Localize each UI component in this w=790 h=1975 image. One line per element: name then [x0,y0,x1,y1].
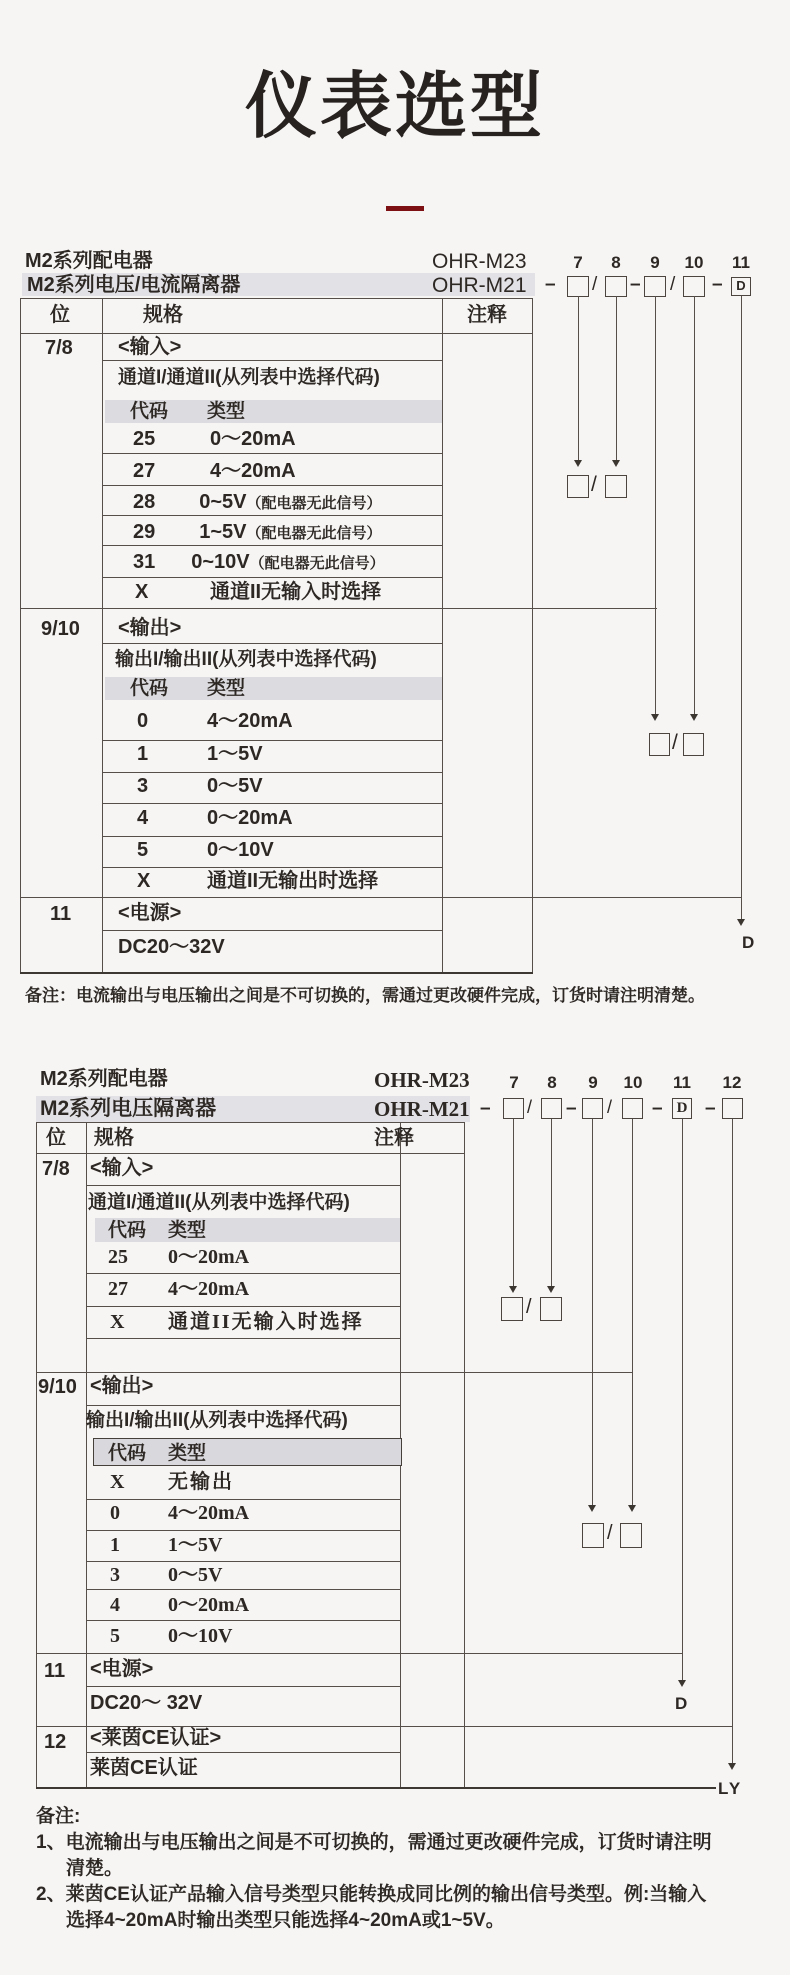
s1-input-pair-box-1 [567,475,589,498]
s2-series-1: M2系列配电器 [40,1068,168,1090]
s1-g2-col-code: 代码 [130,678,169,699]
s1-g2-row-code: 1 [137,743,149,765]
s2-g2-row-type: 无输出 [168,1471,234,1493]
s2-arrow-down-icon-11 [678,1680,686,1687]
s2-g2-row-type: 0～10V [168,1625,233,1647]
s2-g1-rowline [86,1273,400,1274]
s1-g1-row-type: 0~5V [199,491,247,513]
s2-code-box-9 [582,1098,603,1119]
s1-g1-rowline [102,453,442,454]
s1-g1-row-type: 1~5V [199,521,247,543]
s1-connector-line-10 [694,296,695,714]
s2-pattern-dash-4: – [705,1098,716,1119]
s2-input-pair-box-1 [501,1297,523,1321]
s2-g1-row-code: 27 [108,1278,128,1300]
s2-g3-value: DC20～ 32V [90,1692,203,1714]
s1-g2-row-code: 4 [137,807,149,829]
s1-g2-rowline [102,772,442,773]
s1-output-pair-box-2 [683,733,704,756]
s2-arrow-down-icon-9 [588,1505,596,1512]
s1-table-divider-note [442,298,443,973]
s2-g2-pos: 9/10 [38,1376,77,1398]
s2-position-number-9: 9 [588,1073,598,1092]
s1-output-pair-slash: / [672,731,678,754]
s1-table-divider-pos [102,298,103,973]
s1-g1-title: <输入> [118,336,182,358]
s1-g2-row-type: 0～20mA [207,807,293,829]
s2-g1-row-code: 25 [108,1246,128,1268]
s1-g1-row-code: 31 [133,551,156,573]
s2-g3-title: <电源> [90,1658,154,1680]
s2-g4-value: 莱茵CE认证 [90,1757,198,1779]
s1-pattern-slash-1: / [592,274,598,295]
s1-g2-row-type: 0～10V [207,839,274,861]
s2-output-pair-box-2 [620,1523,642,1548]
s2-arrow-down-icon-10 [628,1505,636,1512]
s2-callout-d: D [675,1694,688,1713]
page-title: 仪表选型 [244,67,546,147]
s2-code-box-d [672,1098,692,1119]
s1-code-box-d [731,277,751,296]
s1-g2-pos: 9/10 [41,618,80,640]
s2-connector-line-9 [592,1119,593,1505]
s1-g1-row-code: 28 [133,491,156,513]
s1-g2-row-type: 1～5V [207,743,263,765]
s2-connector-line-10 [632,1119,633,1505]
s1-pattern-dash-1: – [545,274,556,295]
s1-series-1: M2系列配电器 [25,250,153,272]
s2-g4-pos: 12 [44,1731,67,1753]
s1-arrow-down-icon-9 [651,714,659,721]
s2-g1-pos: 7/8 [42,1158,70,1180]
s2-fixed-code-d: D [676,1099,688,1116]
s1-g1-row-type-note: （配电器无此信号） [249,555,385,572]
s1-g1-row-code: 27 [133,460,156,482]
s2-connector-line-7 [513,1119,514,1286]
s2-g2-row-code: X [110,1471,125,1493]
s2-g2-col-code: 代码 [108,1443,147,1464]
s1-model-1: OHR-M23 [432,250,527,273]
s2-connector-line-8 [551,1119,552,1286]
s2-g4-title-underline [86,1752,400,1753]
s1-g2-row-code: 0 [137,710,149,732]
s1-input-pair-slash: / [591,473,597,496]
s2-code-box-8 [541,1098,562,1119]
s1-g1-row-type: 4～20mA [210,460,296,482]
s2-position-number-8: 8 [547,1073,557,1092]
s2-g1-subtitle: 通道I/通道II(从列表中选择代码) [88,1192,350,1213]
s1-position-number-7: 7 [573,253,583,272]
s1-code-box-8 [605,276,627,297]
s1-g1-row [133,521,382,544]
s1-pattern-dash-2: – [630,274,641,295]
s2-g3-pos: 11 [44,1660,66,1682]
s2-g2-row-type: 0～5V [168,1564,223,1586]
s2-arrow-down-icon-8 [547,1286,555,1293]
s2-g2-row-code: 5 [110,1625,120,1647]
s1-input-pair-box-2 [605,475,627,498]
s2-g1-row-type: 0～20mA [168,1246,250,1268]
s1-code-box-10 [683,276,705,297]
s2-model-1: OHR-M23 [374,1068,470,1092]
s2-pattern-dash-2: – [566,1098,577,1119]
s1-g3-title-underline [102,930,442,931]
s2-g1-col-code: 代码 [108,1220,147,1241]
s1-g2-rowline [102,803,442,804]
s2-notes-title: 备注: [36,1806,81,1827]
s1-g1-row-code: 29 [133,521,156,543]
s2-g2-rowline [86,1589,400,1590]
s2-g2-row-code: 4 [110,1594,120,1616]
s1-g2-row-type: 4～20mA [207,710,293,732]
s1-table-border-right [532,298,533,973]
s2-position-number-12: 12 [722,1073,742,1092]
s1-col-header-pos: 位 [50,304,70,326]
s1-position-number-10: 10 [684,253,704,272]
s1-arrow-down-icon-7 [574,460,582,467]
s1-g2-subtitle: 输出I/输出II(从列表中选择代码) [115,649,377,670]
s2-position-number-10: 10 [623,1073,643,1092]
s1-g1-rowline [102,485,442,486]
s1-position-number-11: 11 [732,253,750,272]
s2-series-2: M2系列电压隔离器 [40,1097,217,1120]
s1-table-border-bottom [20,972,533,974]
s1-connector-line-7 [578,296,579,460]
s1-g1-row-code: X [135,581,149,603]
s1-arrow-down-icon-8 [612,460,620,467]
s1-g2-rowline [102,740,442,741]
s1-pattern-dash-3: – [712,274,723,295]
s1-note: 备注：电流输出与电压输出之间是不可切换的，需通过更改硬件完成，订货时请注明清楚。 [25,986,705,1005]
s2-input-pair-box-2 [540,1297,562,1321]
s2-g2-row-type: 4～20mA [168,1502,250,1524]
s1-g1-row-code: 25 [133,428,156,450]
s1-code-box-9 [644,276,666,297]
s1-g1-row-type: 0～20mA [210,428,296,450]
s2-section-line-power [36,1653,682,1654]
s2-pattern-dash-3: – [652,1098,663,1119]
s1-g2-row-code: X [137,870,151,892]
title-accent-dash [386,206,424,211]
s2-table-border-left [36,1122,37,1788]
s1-g3-pos: 11 [50,903,72,925]
s2-code-box-10 [622,1098,643,1119]
s2-g2-row-type: 1～5V [168,1534,223,1556]
s2-g1-title: <输入> [90,1157,154,1179]
s2-note-2-line-1: 2、莱茵CE认证产品输入信号类型只能转换成同比例的输出信号类型。例:当输入 [36,1884,707,1905]
s1-header-underline [20,333,532,334]
s2-pattern-slash-1: / [527,1097,533,1117]
s1-section-line-power [20,897,742,898]
s1-position-number-8: 8 [611,253,621,272]
s2-g2-title: <输出> [90,1375,154,1397]
s1-connector-line-11 [741,296,742,919]
s1-g1-rowline [102,515,442,516]
s2-pattern-dash-1: – [480,1098,491,1119]
s2-g4-title: <莱茵CE认证> [90,1727,222,1749]
s1-g2-row-type: 通道II无输出时选择 [207,870,379,892]
s1-g1-row-type: 通道II无输入时选择 [210,581,382,603]
s1-connector-line-8 [616,296,617,460]
s2-col-header-note: 注释 [374,1127,414,1149]
s1-g2-rowline [102,836,442,837]
s1-g1-row [133,551,385,574]
s1-arrow-down-icon-11 [737,919,745,926]
s2-col-header-pos: 位 [46,1127,66,1149]
s1-g1-col-type: 类型 [207,401,246,422]
s2-connector-line-11 [682,1119,683,1680]
s2-g2-subtitle: 输出I/输出II(从列表中选择代码) [86,1410,348,1431]
s2-position-number-7: 7 [509,1073,519,1092]
s1-g2-title-underline [102,643,442,644]
s2-callout-ly: LY [718,1779,743,1798]
s1-g2-row-code: 5 [137,839,149,861]
s2-section-line-output [36,1372,633,1373]
s2-g1-col-type: 类型 [168,1220,207,1241]
s2-g1-row-type: 通道II无输入时选择 [168,1311,364,1333]
s1-pattern-slash-2: / [670,274,676,295]
s1-g1-col-code: 代码 [130,401,169,422]
s1-g2-rowline [102,867,442,868]
s1-connector-line-9 [655,296,656,714]
s1-g2-row-type: 0～5V [207,775,263,797]
s2-g2-row-type: 0～20mA [168,1594,250,1616]
s2-g2-rowline [86,1561,400,1562]
s2-input-pair-slash: / [526,1296,532,1318]
s2-g1-rowline [86,1306,400,1307]
s2-g2-row-code: 3 [110,1564,120,1586]
s1-position-number-9: 9 [650,253,660,272]
s2-table-border-right [464,1122,465,1788]
s2-g1-rowline [86,1338,400,1339]
s2-table-divider-pos [86,1122,87,1788]
s2-g2-rowline [86,1620,400,1621]
s1-g1-row [133,491,382,514]
s1-col-header-note: 注释 [467,304,507,326]
s1-section-line-output [20,608,657,609]
s1-g2-col-type: 类型 [207,678,246,699]
s1-g3-value: DC20～32V [118,936,225,958]
s1-table-border-top [20,298,532,299]
s1-arrow-down-icon-10 [690,714,698,721]
s2-code-box-7 [503,1098,524,1119]
s2-g1-row-code: X [110,1311,125,1333]
s2-col-header-spec: 规格 [94,1127,134,1149]
s1-g3-title: <电源> [118,902,182,924]
s1-g2-row-code: 3 [137,775,149,797]
s2-header-underline [36,1153,464,1154]
s2-g3-title-underline [86,1686,400,1687]
s2-table-border-top [36,1122,464,1123]
s1-series-2: M2系列电压/电流隔离器 [27,274,241,296]
s2-g1-row-type: 4～20mA [168,1278,250,1300]
s2-position-number-11: 11 [673,1073,691,1092]
s1-model-2: OHR-M21 [432,274,527,297]
s2-pattern-slash-2: / [607,1097,613,1117]
s2-arrow-down-icon-12 [728,1763,736,1770]
s2-g2-col-type: 类型 [168,1443,207,1464]
s2-code-box-12 [722,1098,743,1119]
s2-note-1-line-1: 1、电流输出与电压输出之间是不可切换的，需通过更改硬件完成，订货时请注明 [36,1832,712,1853]
s1-output-pair-box-1 [649,733,670,756]
s2-connector-line-12 [732,1119,733,1763]
s2-arrow-down-icon-7 [509,1286,517,1293]
s2-output-pair-box-1 [582,1523,604,1548]
s2-g1-title-underline [86,1185,400,1186]
s2-g2-row-code: 1 [110,1534,120,1556]
s2-g2-title-underline [86,1405,400,1406]
s2-output-pair-slash: / [607,1522,613,1544]
s1-g1-row-type-note: （配电器无此信号） [246,495,382,512]
s2-note-1-line-2: 清楚。 [66,1858,124,1879]
s1-g1-rowline [102,577,442,578]
s1-fixed-code-d: D [736,278,746,294]
s1-g1-row-type: 0~10V [191,551,250,573]
s1-g1-title-underline [102,360,442,361]
s1-g2-title: <输出> [118,617,182,639]
s1-g1-subtitle: 通道I/通道II(从列表中选择代码) [118,367,380,388]
s2-g2-rowline [86,1530,400,1531]
s2-g2-row-code: 0 [110,1502,120,1524]
s1-g1-rowline [102,545,442,546]
s2-note-2-line-2: 选择4~20mA时输出类型只能选择4~20mA或1~5V。 [66,1910,505,1931]
s1-table-border-left [20,298,21,973]
s2-model-2: OHR-M21 [374,1097,470,1121]
s1-col-header-spec: 规格 [143,304,183,326]
s2-g2-rowline [86,1499,400,1500]
s1-code-box-7 [567,276,589,297]
s1-callout-d: D [742,933,755,952]
s2-table-border-bottom [36,1787,716,1789]
s1-g1-row-type-note: （配电器无此信号） [246,525,382,542]
s1-g1-pos: 7/8 [45,337,73,359]
